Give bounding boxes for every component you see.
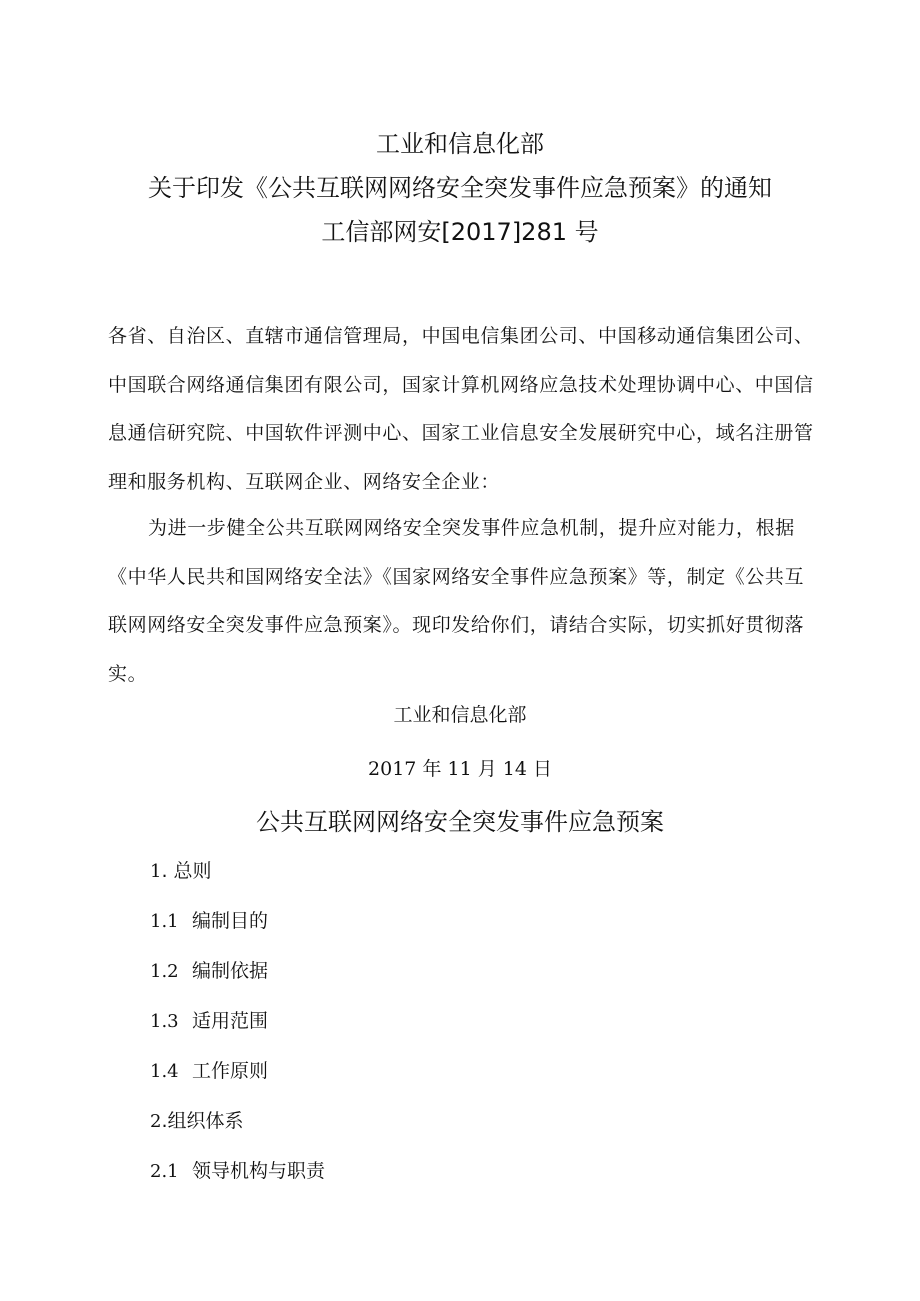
toc-item-number: 2 [150, 1111, 162, 1132]
issuer-title: 工业和信息化部 [376, 130, 544, 158]
toc-item-organization [150, 1106, 750, 1156]
toc-item-label: . 总则 [161, 860, 212, 882]
toc-item-purpose [150, 906, 750, 956]
notice-title: 关于印发《公共互联网网络安全突发事件应急预案》的通知 [148, 174, 772, 202]
toc-item-number: 1.3 [150, 1011, 179, 1032]
toc-item-principles [150, 1056, 750, 1106]
toc-item-label: 工作原则 [192, 1060, 269, 1082]
document-number: 工信部网安[2017]281 号 [321, 218, 599, 246]
toc-item-leadership [150, 1156, 750, 1206]
toc-item-label: 编制目的 [192, 910, 269, 932]
addressee-paragraph: 各省、自治区、直辖市通信管理局，中国电信集团公司、中国移动通信集团公司、中国联合网络通信集团有限公司，国家计算机网络应急技术处理协调中心、中国信息通信研究院、中国软件评测中心、国家工业信息安全发展研究中心，域名注册管理和服务机构、互联网企业、网络安全企业： [108, 325, 814, 493]
toc-item-number: 2.1 [150, 1161, 179, 1182]
toc-item-number: 1.2 [150, 961, 179, 982]
toc-item-scope [150, 1006, 750, 1056]
toc-item-label: 适用范围 [192, 1010, 269, 1032]
signature-organization: 工业和信息化部 [393, 704, 527, 726]
toc-item-label: 领导机构与职责 [192, 1160, 326, 1182]
toc-item-label: .组织体系 [161, 1110, 244, 1132]
notice-title-block [0, 122, 920, 254]
notice-body-paragraph: 为进一步健全公共互联网网络安全突发事件应急机制，提升应对能力，根据《中华人民共和国网络安全法》《国家网络安全事件应急预案》等，制定《公共互联网网络安全突发事件应急预案》。现印发给你们，请结合实际，切实抓好贯彻落实。 [108, 517, 805, 685]
plan-title: 公共互联网网络安全突发事件应急预案 [256, 808, 664, 836]
toc-item-basis [150, 956, 750, 1006]
toc-item-label: 编制依据 [192, 960, 269, 982]
signature-date: 2017 年 11 月 14 日 [368, 758, 552, 780]
toc-item-general [150, 856, 750, 906]
toc-item-number: 1 [150, 861, 162, 882]
toc-item-number: 1.1 [150, 911, 179, 932]
toc-item-number: 1.4 [150, 1061, 179, 1082]
table-of-contents [150, 856, 750, 1206]
